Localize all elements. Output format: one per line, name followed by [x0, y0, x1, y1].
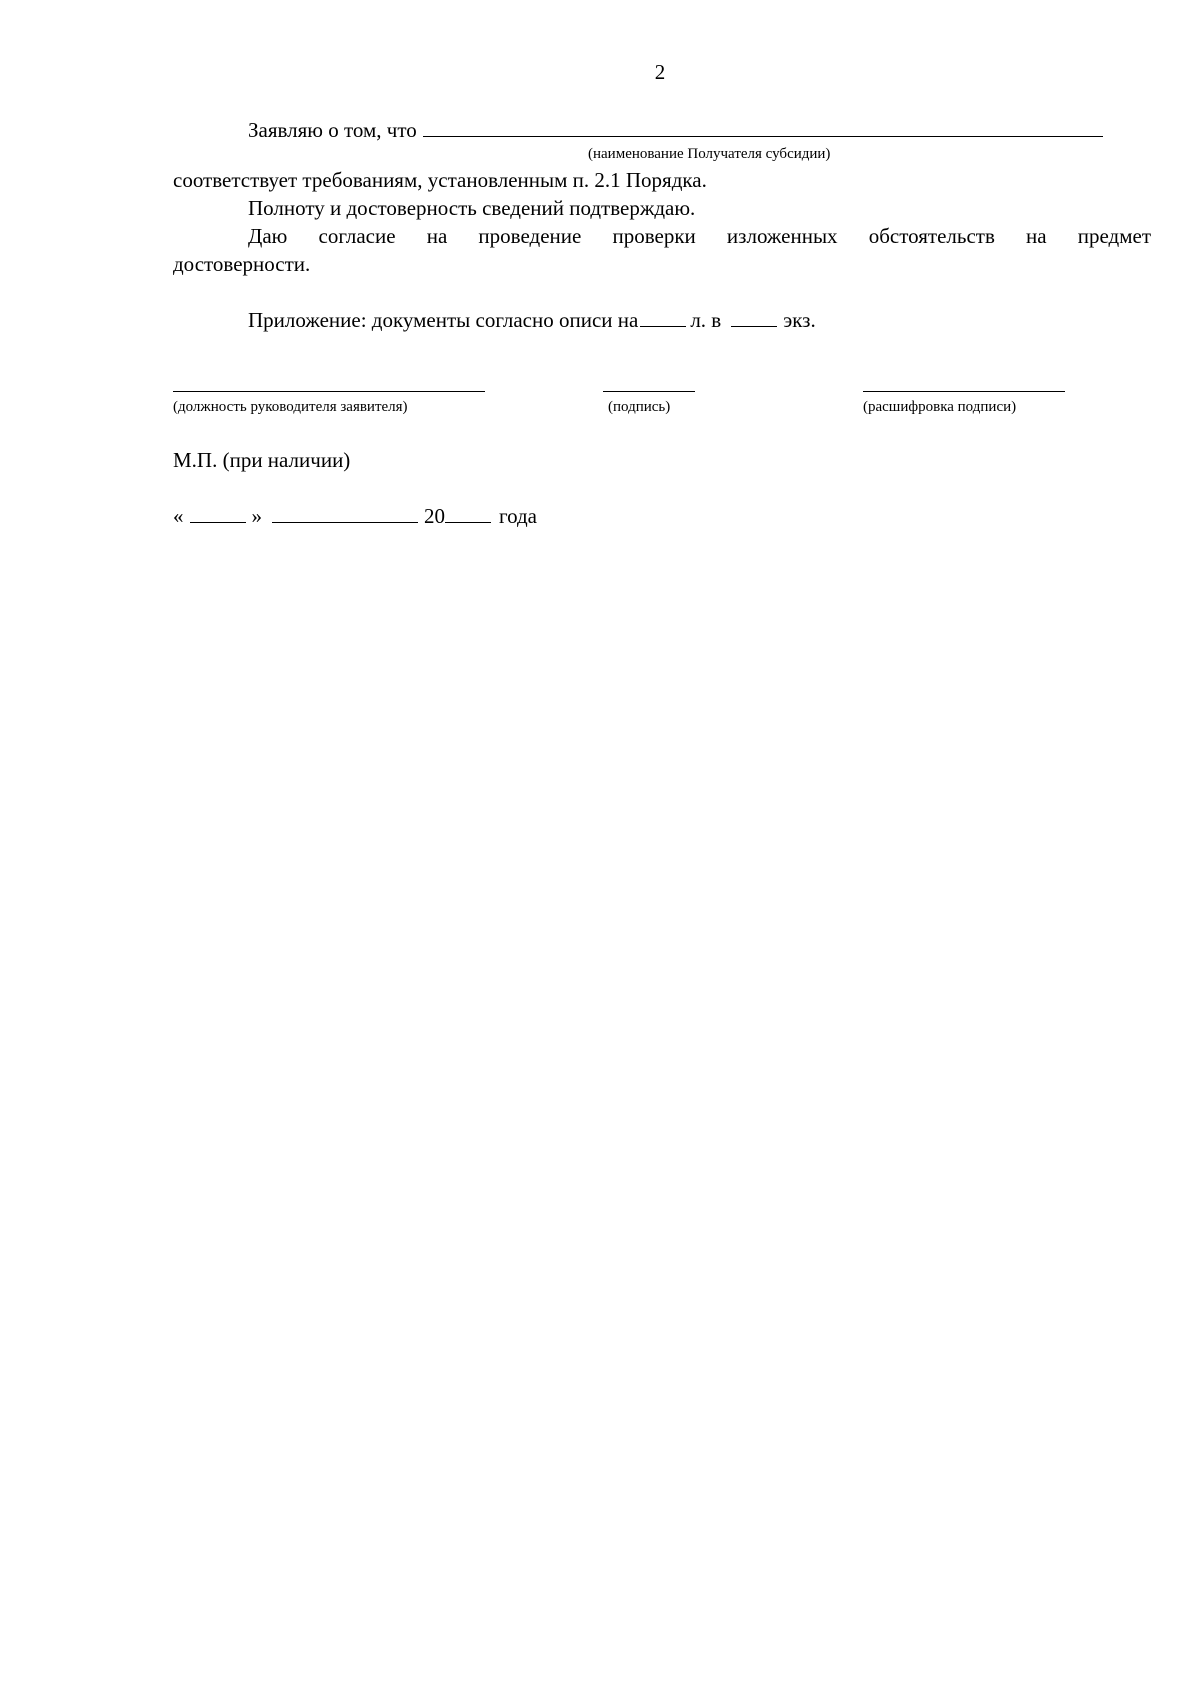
year-suffix: года [499, 504, 537, 528]
declaration-prefix: Заявляю о том, что [248, 118, 417, 142]
consent-text-line-1: Даю согласие на проведение проверки изложенных обстоятельств на предмет [248, 224, 1151, 248]
copies-unit: экз. [783, 308, 816, 332]
completeness-text: Полноту и достоверность сведений подтверждаю. [248, 196, 696, 220]
sheets-unit: л. в [690, 308, 722, 332]
position-signature-line[interactable] [173, 391, 485, 392]
signature-caption: (подпись) [608, 399, 671, 415]
appendix-line [248, 306, 816, 334]
date-line [173, 502, 537, 530]
appendix-prefix: Приложение: документы согласно описи на [248, 308, 639, 332]
consent-text-line-2: достоверности. [173, 252, 311, 276]
month-field[interactable] [272, 502, 418, 523]
year-field[interactable] [445, 502, 491, 523]
signature-decryption-line[interactable] [863, 391, 1065, 392]
date-close-quote: » [251, 504, 262, 528]
declaration-line [248, 116, 1103, 144]
signature-line[interactable] [603, 391, 695, 392]
day-field[interactable] [190, 502, 246, 523]
copies-count-field[interactable] [731, 306, 777, 327]
page-number: 2 [654, 60, 666, 84]
recipient-name-field[interactable] [423, 116, 1103, 137]
position-caption: (должность руководителя заявителя) [173, 399, 408, 415]
sheets-count-field[interactable] [640, 306, 686, 327]
year-prefix: 20 [424, 504, 445, 528]
decryption-caption: (расшифровка подписи) [863, 399, 1017, 415]
date-open-quote: « [173, 504, 184, 528]
recipient-caption: (наименование Получателя субсидии) [588, 146, 831, 162]
stamp-text: М.П. (при наличии) [173, 448, 351, 472]
complies-text: соответствует требованиям, установленным п. 2.1 Порядка. [173, 168, 707, 192]
